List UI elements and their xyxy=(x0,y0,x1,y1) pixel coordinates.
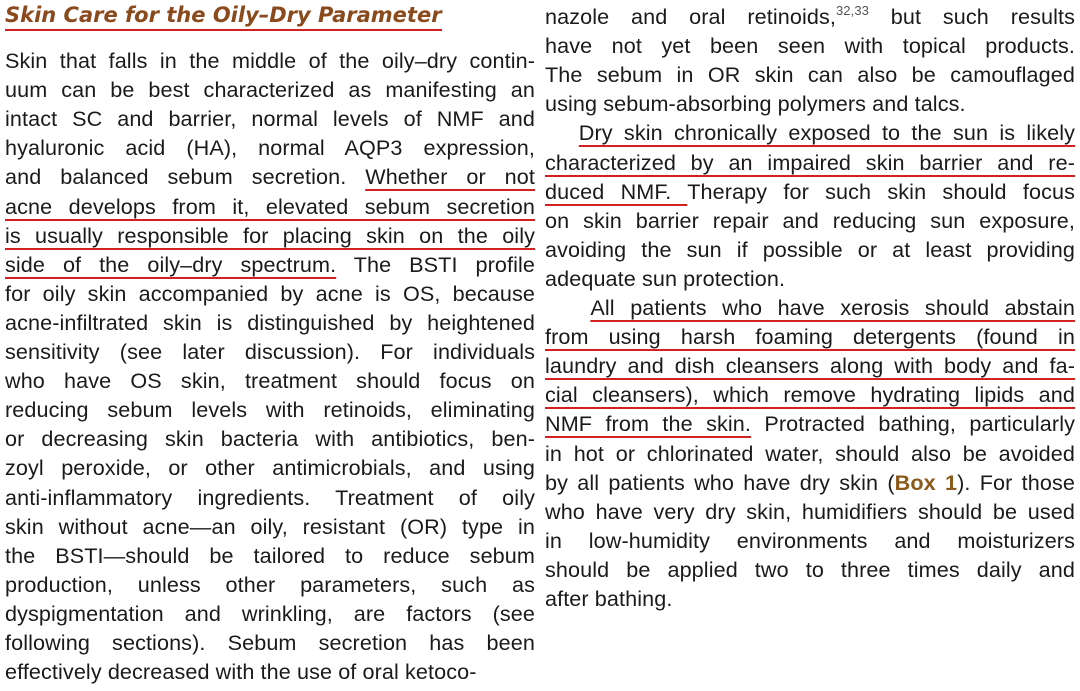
underlined-text: laundry and dish cleansers along with body and fa- xyxy=(545,353,1075,379)
right_lines-line xyxy=(545,177,1075,206)
right_lines-line xyxy=(545,584,1075,613)
text-run: nazole and oral retinoids, xyxy=(545,4,836,29)
left_lines-line xyxy=(5,541,535,570)
underlined-text: Dry skin chronically exposed to the sun is likely xyxy=(578,120,1075,146)
left_lines-line xyxy=(5,337,535,366)
underlined-text: side of the oily–dry spectrum. xyxy=(5,251,337,277)
text-run: for oily skin accompanied by acne is OS, because xyxy=(5,280,535,306)
text-run: acne-infiltrated skin is distinguished by heightened xyxy=(5,309,535,335)
left_lines-line xyxy=(5,308,535,337)
right_lines-line xyxy=(545,235,1075,264)
left_lines-line xyxy=(5,599,535,628)
text-run: and balanced sebum secretion. xyxy=(5,164,366,190)
text-run: reducing sebum levels with retinoids, eliminating xyxy=(5,397,535,423)
text-run: skin without acne—an oily, resistant (OR) type in xyxy=(5,513,535,539)
text-run: after bathing. xyxy=(545,586,673,611)
left_lines-line xyxy=(5,133,535,162)
underlined-text: cial cleansers), which remove hydrating lipids and xyxy=(545,382,1075,408)
underlined-text: NMF from the skin. xyxy=(545,411,751,437)
text-run: who have OS skin, treatment should focus on xyxy=(5,368,535,394)
right_lines-line xyxy=(545,322,1075,351)
text-run: sensitivity (see later discussion). For individuals xyxy=(5,339,535,364)
right_lines-line xyxy=(545,89,1075,118)
right_lines-line xyxy=(545,118,1075,147)
text-run: should be applied two to three times daily and xyxy=(545,556,1075,582)
left_lines-line xyxy=(5,424,535,453)
text-run: intact SC and barrier, normal levels of NMF and xyxy=(5,106,535,132)
underlined-text: All patients who have xerosis should abstain xyxy=(590,295,1076,320)
right_lines-line xyxy=(545,380,1075,409)
text-run: The sebum in OR skin can also be camouflaged xyxy=(545,62,1075,88)
left_lines-line xyxy=(5,104,535,133)
right_lines-line xyxy=(545,31,1075,60)
text-run: dyspigmentation and wrinkling, are factors (see xyxy=(5,600,535,626)
text-run: production, unless other parameters, such as xyxy=(5,571,535,597)
underlined-text: characterized by an impaired skin barrier and re- xyxy=(545,149,1075,175)
left_lines-line xyxy=(5,162,535,191)
right_lines-line xyxy=(545,60,1075,89)
text-run: by all patients who have dry skin ( xyxy=(545,469,895,495)
text-run: in low-humidity environments and moisturizers xyxy=(545,527,1075,553)
left_lines-line xyxy=(5,628,535,657)
left_lines-line xyxy=(5,570,535,599)
left_lines-line xyxy=(5,279,535,308)
left_lines-line xyxy=(5,483,535,512)
text-run xyxy=(545,120,579,145)
text-run xyxy=(545,295,590,320)
left_lines-line xyxy=(5,250,535,279)
right_lines-line xyxy=(545,148,1075,177)
box-reference[interactable]: Box 1 xyxy=(894,469,958,495)
text-run: anti-inflammatory ingredients. Treatment of oily xyxy=(5,484,535,510)
text-run: avoiding the sun if possible or at least providing xyxy=(545,236,1075,262)
underlined-text: is usually responsible for placing skin on the oily xyxy=(5,222,535,248)
section-heading: Skin Care for the Oily–Dry Parameter xyxy=(5,1,442,31)
text-run: in hot or chlorinated water, should also be avoided xyxy=(545,440,1075,466)
left_lines-line xyxy=(5,192,535,221)
text-run: on skin barrier repair and reducing sun exposure, xyxy=(545,207,1075,233)
underlined-text: from using harsh foaming detergents (found in xyxy=(545,324,1075,350)
underlined-text: duced NMF. xyxy=(545,178,688,204)
text-run: have not yet been seen with topical products. xyxy=(545,33,1075,59)
right_lines-line xyxy=(545,351,1075,380)
right_lines-line xyxy=(545,264,1075,293)
left_lines-line xyxy=(5,657,535,686)
right_lines-line xyxy=(545,2,1075,31)
right_lines-line xyxy=(545,468,1075,497)
right_lines-line xyxy=(545,526,1075,555)
text-run: Protracted bathing, particularly xyxy=(751,411,1075,437)
left_lines-line xyxy=(5,366,535,395)
citation-superscript: 32,33 xyxy=(835,3,869,18)
text-run: uum can be best characterized as manifesting an xyxy=(5,77,535,103)
right_lines-line xyxy=(545,497,1075,526)
left_lines-line xyxy=(5,75,535,104)
text-run: Skin that falls in the middle of the oily–dry contin- xyxy=(5,48,535,73)
left_lines-line xyxy=(5,46,535,75)
text-run: adequate sun protection. xyxy=(545,265,786,291)
left_lines-line xyxy=(5,512,535,541)
text-run: ). For those xyxy=(957,469,1075,495)
text-run: effectively decreased with the use of oral ketoco- xyxy=(5,659,477,685)
text-run: Therapy for such skin should focus xyxy=(687,178,1076,204)
left_lines-line xyxy=(5,221,535,250)
right_lines-line xyxy=(545,206,1075,235)
left_lines-line xyxy=(5,453,535,482)
underlined-text: acne develops from it, elevated sebum secretion xyxy=(5,193,535,219)
right_lines-line xyxy=(545,439,1075,468)
text-run: who have very dry skin, humidifiers should be used xyxy=(545,498,1075,524)
left_lines-line xyxy=(5,395,535,424)
text-run: the BSTI—should be tailored to reduce sebum xyxy=(5,542,535,568)
right_lines-line xyxy=(545,555,1075,584)
text-run: hyaluronic acid (HA), normal AQP3 expression, xyxy=(5,135,535,161)
right_lines-line xyxy=(545,293,1075,322)
text-run: following sections). Sebum secretion has been xyxy=(5,630,535,655)
text-run: using sebum-absorbing polymers and talcs. xyxy=(545,91,966,117)
text-run: zoyl peroxide, or other antimicrobials, and using xyxy=(5,455,535,481)
text-run: but such results xyxy=(869,4,1075,29)
text-run: or decreasing skin bacteria with antibiotics, ben- xyxy=(5,426,535,452)
text-run: The BSTI profile xyxy=(336,251,535,277)
underlined-text: Whether or not xyxy=(365,164,535,190)
right_lines-line xyxy=(545,409,1075,438)
